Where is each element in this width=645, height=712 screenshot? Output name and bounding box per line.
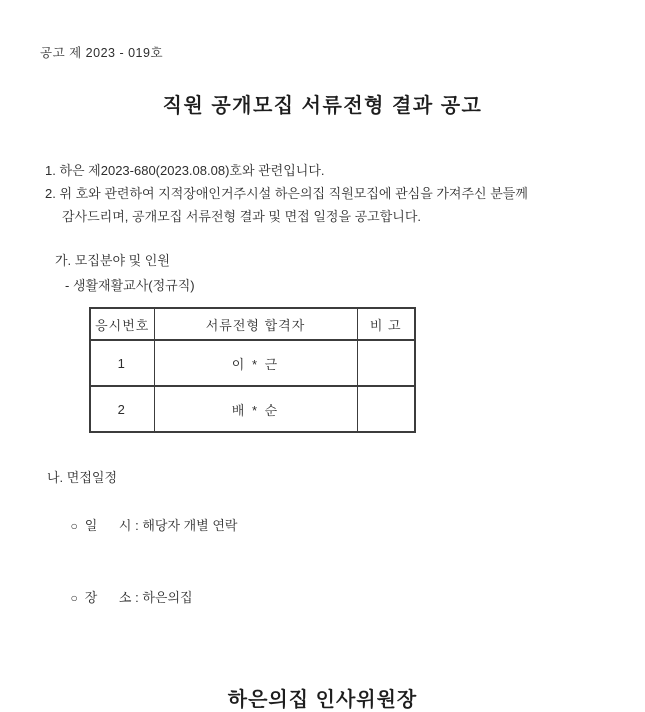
pass-result-table (89, 307, 416, 433)
cell-pass-name: 이 * 근 (154, 340, 357, 386)
cell-applicant-number: 1 (90, 340, 154, 386)
section-recruit-field (55, 252, 645, 295)
section-interview-schedule (47, 466, 645, 634)
cell-applicant-number: 2 (90, 386, 154, 432)
table-header-row (90, 308, 415, 340)
paragraph-1: 1. 하은 제2023-680(2023.08.08)호와 관련입니다. (45, 163, 325, 178)
doc-number: 공고 제 2023 - 019호 (40, 46, 164, 60)
header-note: 비 고 (357, 308, 415, 340)
table-row (90, 386, 415, 432)
header-applicant-number: 응시번호 (90, 308, 154, 340)
interview-time: 일 시 : 해당자 개별 연락 (84, 518, 238, 533)
section-a-heading: 가. 모집분야 및 인원 (55, 253, 170, 268)
cell-note (357, 340, 415, 386)
cell-note (357, 386, 415, 432)
circle-bullet-icon: ○ (70, 519, 78, 533)
section-b-heading: 나. 면접일정 (47, 470, 118, 485)
list-item (56, 562, 645, 634)
signature-line: 하은의집 인사위원장 (227, 689, 418, 711)
paragraph-2-continued: 감사드리며, 공개모집 서류전형 결과 및 면접 일정을 공고합니다. (62, 209, 422, 224)
paragraph-2: 2. 위 호와 관련하여 지적장애인거주시설 하은의집 직원모집에 관심을 가져주신 분들께 (45, 186, 528, 201)
interview-place: 장 소 : 하은의집 (84, 590, 193, 605)
header-pass-name: 서류전형 합격자 (154, 308, 357, 340)
circle-bullet-icon: ○ (70, 591, 78, 605)
cell-pass-name: 배 * 순 (154, 386, 357, 432)
list-item (56, 490, 645, 562)
page-title: 직원 공개모집 서류전형 결과 공고 (162, 95, 483, 117)
section-a-subheading: - 생활재활교사(정규직) (65, 278, 195, 293)
body-paragraphs (45, 159, 615, 228)
table-row (90, 340, 415, 386)
